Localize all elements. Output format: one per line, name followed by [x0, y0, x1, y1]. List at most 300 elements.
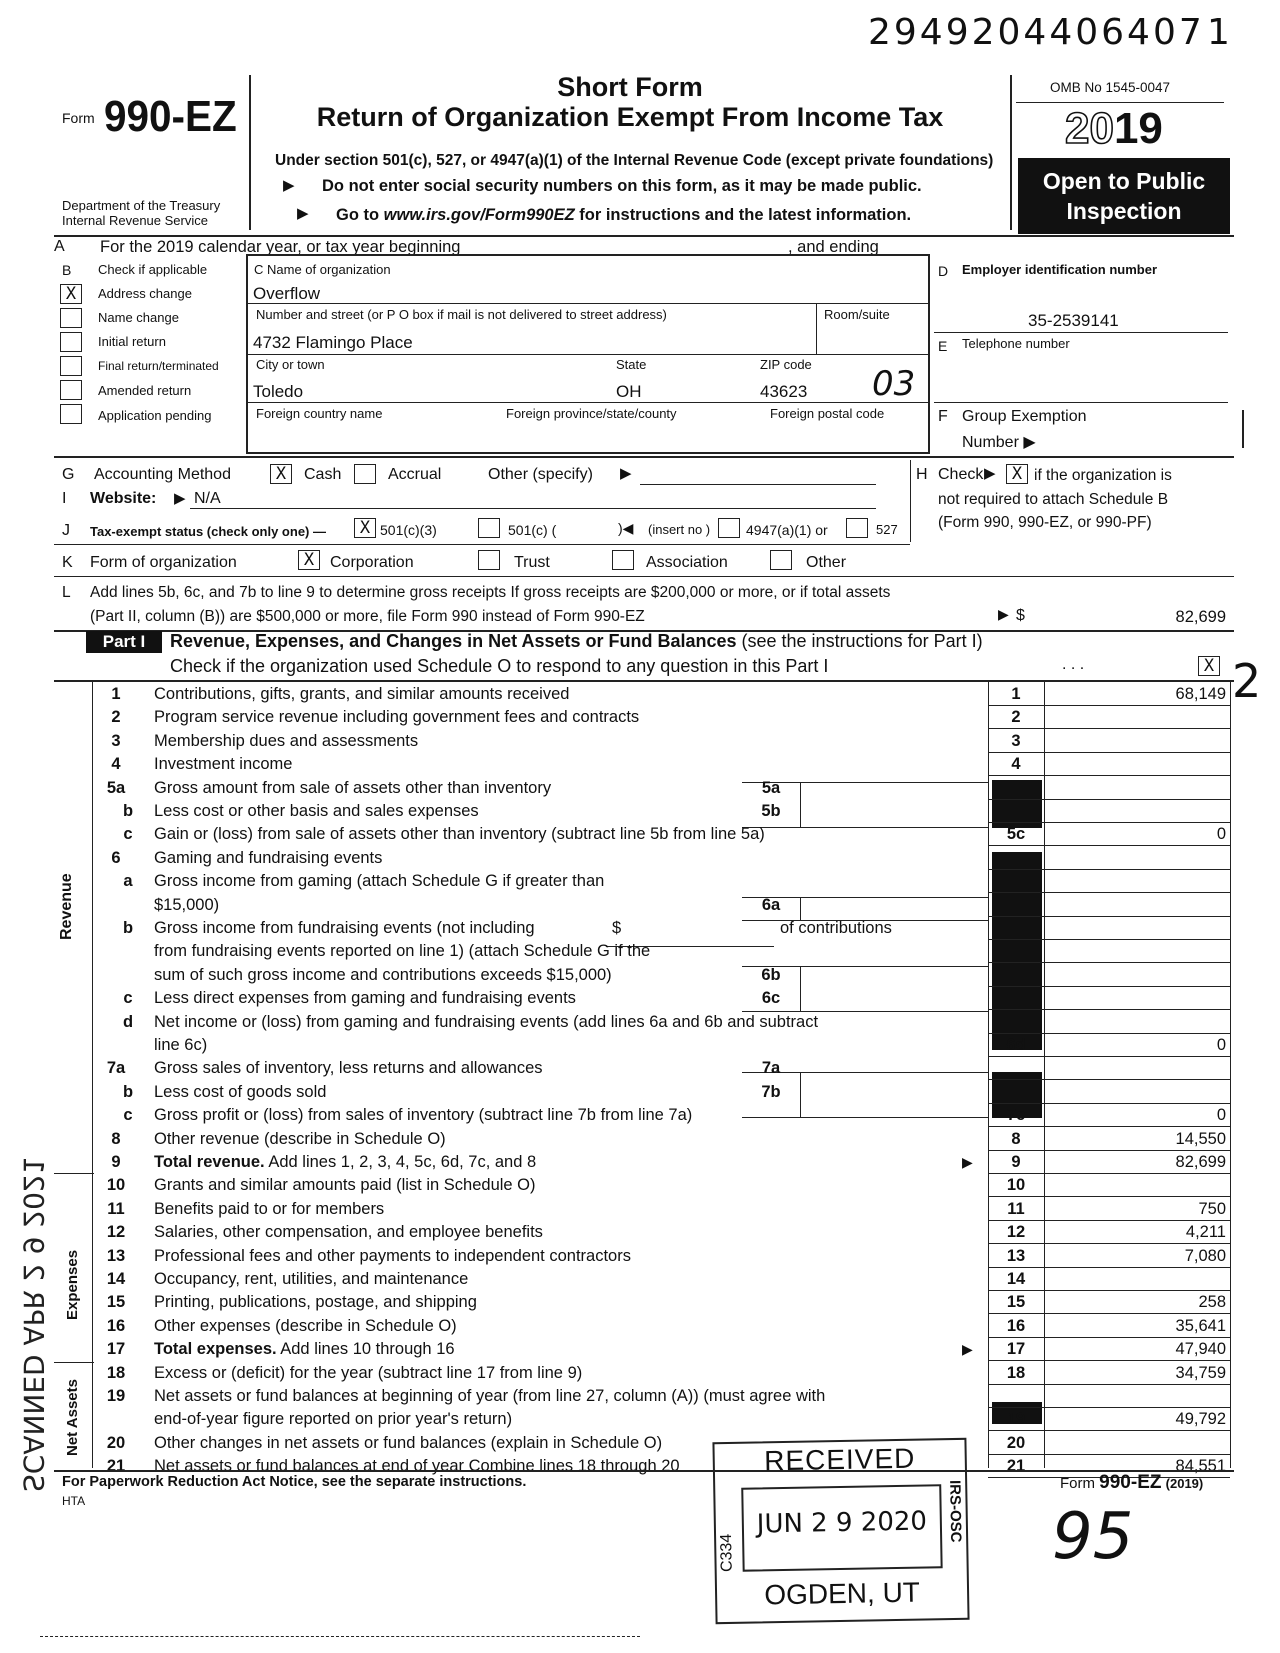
line-amount: 47,940: [1175, 1340, 1226, 1359]
side-revenue: Revenue: [58, 873, 75, 940]
website-label: Website:: [90, 490, 157, 507]
line-description: [154, 987, 576, 1010]
other-org-label: Other: [806, 554, 847, 571]
section-h-label: H: [916, 466, 928, 483]
line-row: [0, 800, 1240, 823]
line-description: [154, 1104, 692, 1127]
group-number: Number ▶: [962, 434, 1036, 451]
line-row: [0, 753, 1240, 776]
line-description-text: Salaries, other compensation, and employee benefits: [154, 1223, 543, 1242]
check-if-applicable: Check if applicable: [98, 262, 208, 277]
line-number: 6: [111, 848, 121, 867]
line-row: [0, 847, 1240, 870]
dln-suffix: 1: [1207, 12, 1230, 53]
line-row: [0, 1408, 1240, 1431]
schedule-o-check-text: Check if the organization used Schedule O to respond to any question in this Part I: [170, 656, 829, 676]
section-g-label: G: [62, 466, 75, 483]
subline-number: 6c: [761, 989, 781, 1008]
amended-return-checkbox[interactable]: [60, 380, 82, 400]
line-description: [154, 777, 551, 800]
line-description-text: Other expenses (describe in Schedule O): [154, 1316, 457, 1335]
address-change-label: Address change: [98, 286, 192, 301]
line-description: [154, 940, 650, 963]
line-number: 4: [111, 755, 121, 774]
group-exemption-label: Group Exemption: [962, 408, 1087, 425]
line-description-bold: Total revenue.: [154, 1153, 265, 1171]
line-number: 9: [111, 1153, 121, 1171]
cash-checkbox[interactable]: X: [270, 464, 292, 484]
line-amount: 0: [1216, 1036, 1226, 1054]
irs-link[interactable]: www.irs.gov/Form990EZ: [383, 206, 575, 224]
section-b-label: B: [62, 262, 72, 278]
foreign-postal-label: Foreign postal code: [770, 406, 885, 421]
tax-year-ending: , and ending: [788, 238, 879, 256]
tax-year: [1065, 104, 1163, 154]
line-box-number: 21: [1006, 1457, 1026, 1476]
other-org-checkbox[interactable]: [770, 550, 792, 570]
dept-irs: Internal Revenue Service: [62, 213, 208, 228]
dept-treasury: Department of the Treasury: [62, 198, 221, 213]
line-amount: 84,551: [1175, 1457, 1226, 1476]
line-description-text: Net income or (loss) from gaming and fundraising events (add lines 6a and 6b and subtract: [154, 1012, 819, 1031]
line-description-bold: Total expenses.: [154, 1340, 277, 1359]
line-number: 1: [111, 685, 121, 703]
form-of-org-label: Form of organization: [90, 554, 237, 571]
line-box-number: 5c: [1006, 825, 1026, 844]
line-sub-letter: b: [122, 919, 134, 937]
line-sub-letter: b: [122, 802, 134, 820]
line-description-text: Gross income from fundraising events (not including: [154, 919, 535, 937]
line-description-text: Gross amount from sale of assets other than inventory: [154, 778, 552, 797]
accrual-label: Accrual: [388, 466, 442, 483]
line-description-text: Investment income: [154, 755, 293, 774]
final-return-checkbox[interactable]: [60, 356, 82, 376]
line-description: [154, 1221, 543, 1244]
scanned-stamp: SCANNED APR 2 9 2021: [17, 1156, 50, 1492]
line-row: [0, 1338, 1240, 1361]
check-label: Check: [938, 466, 984, 483]
line-amount: 0: [1216, 825, 1226, 844]
line-description-text: sum of such gross income and contributions exceeds $15,000): [154, 965, 612, 984]
part-i-tag: Part I: [86, 631, 162, 653]
line-box-number: 11: [1007, 1199, 1025, 1218]
handwritten-03: 03: [872, 364, 916, 404]
application-pending-checkbox[interactable]: [60, 404, 82, 424]
received-date: JUN 2 9 2020: [756, 1506, 928, 1540]
4947-label: 4947(a)(1) or: [746, 522, 828, 538]
line-number: 21: [106, 1457, 126, 1476]
subline-number: 6a: [761, 895, 781, 914]
subline-number: 7a: [761, 1059, 781, 1078]
stamp-right-code: IRS-OSC: [946, 1479, 965, 1543]
line-description: [154, 870, 604, 893]
l-text-1: Add lines 5b, 6c, and 7b to line 9 to determine gross receipts If gross receipts are $200,000 or more, or if total assets: [90, 584, 891, 601]
line-amount: 0: [1216, 1106, 1226, 1125]
line-description: [154, 1268, 468, 1291]
arrow-icon: ▶: [1018, 434, 1036, 451]
527-label: 527: [876, 522, 898, 537]
zip-code: 43623: [760, 382, 808, 401]
subline-number: 7b: [761, 1082, 781, 1101]
leader-dots: . . .: [1062, 656, 1085, 673]
line-description-text: Gain or (loss) from sale of assets other than inventory (subtract line 5b from line 5a): [154, 825, 765, 844]
stamp-left-code: C334: [718, 1533, 736, 1573]
document-locator-number: [868, 12, 1205, 53]
line-description: [154, 730, 418, 753]
hta-label: HTA: [62, 1494, 86, 1508]
arrow-icon: ▶: [174, 490, 186, 507]
line-box-number: 10: [1006, 1176, 1026, 1195]
line-sub-letter: c: [123, 1106, 133, 1125]
line-description: [154, 1362, 582, 1385]
open-to-public: Open to Public: [1042, 168, 1206, 194]
side-net-assets: Net Assets: [64, 1379, 81, 1456]
line-sub-letter: b: [122, 1082, 134, 1101]
tax-year-beginning: For the 2019 calendar year, or tax year beginning: [100, 238, 461, 256]
line-description: [154, 800, 479, 823]
line-description-text: $15,000): [154, 895, 220, 914]
dln-main: 294920440640: [868, 12, 1179, 53]
section-e-label: E: [938, 338, 948, 354]
corporation-checkbox[interactable]: X: [298, 550, 320, 570]
line-description: [154, 1408, 512, 1431]
line-description-text: Benefits paid to or for members: [154, 1199, 385, 1218]
line-box-number: 16: [1006, 1316, 1026, 1335]
line-number: 15: [106, 1293, 126, 1312]
line-box-number: 18: [1006, 1363, 1026, 1382]
line-row: [0, 1011, 1240, 1034]
arrow-icon: ▶: [962, 1341, 973, 1358]
line-number: 10: [106, 1176, 126, 1195]
form-title: Return of Organization Exempt From Income Tax: [316, 102, 944, 132]
line-description-text: line 6c): [154, 1036, 208, 1054]
ein-value: 35-2539141: [1028, 311, 1119, 330]
line-description: [154, 1081, 326, 1104]
section-f-label: F: [938, 408, 948, 425]
line-box-number: 3: [1011, 731, 1021, 750]
corporation-label: Corporation: [330, 554, 414, 571]
line-amount: 258: [1198, 1293, 1226, 1312]
line-row: [0, 894, 1240, 917]
arrow-icon: ▶: [998, 606, 1009, 622]
line-description: [154, 917, 535, 940]
l-text-2: (Part II, column (B)) are $500,000 or more, file Form 990 instead of Form 990-EZ: [90, 608, 645, 625]
line-description: [154, 683, 569, 706]
received-stamp: [712, 1438, 969, 1624]
omb-number: OMB No 1545-0047: [1050, 80, 1171, 95]
handwritten-2: 2: [1232, 654, 1262, 708]
line-number: 20: [106, 1433, 126, 1452]
line-description: [154, 1057, 543, 1080]
line-description: [154, 706, 639, 729]
association-label: Association: [646, 554, 728, 571]
handwritten-95: 95: [1052, 1500, 1134, 1574]
arrow-icon: ▶: [962, 1154, 973, 1170]
line-sub-letter: c: [123, 989, 133, 1008]
zip-label: ZIP code: [760, 357, 812, 372]
h-text-3: (Form 990, 990-EZ, or 990-PF): [938, 514, 1152, 531]
line-description: [154, 1385, 825, 1408]
line-box-number: 15: [1006, 1293, 1026, 1312]
line-row: [0, 706, 1240, 729]
line-row: [0, 1104, 1240, 1127]
line-number: 7a: [106, 1059, 126, 1078]
foreign-country-label: Foreign country name: [256, 406, 383, 421]
gross-receipts-amount: 82,699: [1175, 608, 1226, 626]
527-checkbox[interactable]: [846, 518, 868, 538]
line-description-text: Less cost or other basis and sales expenses: [154, 802, 479, 820]
other-method-label: Other (specify): [488, 466, 593, 483]
org-name: Overflow: [253, 284, 321, 303]
line-row: [0, 683, 1240, 706]
line-row: [0, 987, 1240, 1010]
line-number: 8: [111, 1129, 121, 1148]
line-row: [0, 1221, 1240, 1244]
telephone-label: Telephone number: [962, 336, 1070, 351]
line-box-number: 7c: [1006, 1106, 1026, 1125]
h-text-1: if the organization is: [1034, 467, 1172, 484]
line-number: 12: [106, 1223, 126, 1242]
received-title: RECEIVED: [763, 1442, 916, 1477]
form-number: 990-EZ: [104, 92, 237, 141]
501c3-checkbox[interactable]: X: [354, 518, 376, 538]
line-number: 14: [106, 1270, 126, 1288]
application-pending-label: Application pending: [98, 408, 212, 423]
line-description: [154, 1245, 631, 1268]
line-description-text: Membership dues and assessments: [154, 731, 419, 750]
line-amount: 14,550: [1175, 1129, 1226, 1148]
title-short-form: Short Form: [557, 72, 703, 102]
line-row: [0, 777, 1240, 800]
4947-checkbox[interactable]: [718, 518, 740, 538]
line-box-number: 4: [1011, 755, 1021, 774]
cash-label: Cash: [304, 466, 342, 483]
line-description-text: Less direct expenses from gaming and fundraising events: [154, 989, 576, 1008]
line-box-number: 17: [1006, 1340, 1026, 1359]
line-sub-letter: c: [123, 825, 133, 844]
line-number: 13: [106, 1246, 126, 1265]
amended-return-label: Amended return: [98, 383, 192, 398]
line-description-text: Excess or (deficit) for the year (subtract line 17 from line 9): [154, 1363, 583, 1382]
address-change-checkbox[interactable]: X: [60, 284, 82, 304]
line-row: [0, 1057, 1240, 1080]
h-text-2: not required to attach Schedule B: [938, 491, 1169, 508]
line-number: 5a: [106, 778, 126, 797]
insert-arrow-icon: )◀: [618, 520, 634, 536]
line-description: [154, 823, 765, 846]
line-row: [0, 1151, 1240, 1174]
line-row: [0, 1291, 1240, 1314]
l-dollar: $: [1016, 607, 1025, 624]
line-description-text: Gaming and fundraising events: [154, 848, 383, 867]
line-description: [154, 894, 219, 917]
line-description-text: Grants and similar amounts paid (list in Schedule O): [154, 1176, 536, 1195]
state: OH: [616, 382, 642, 401]
paperwork-notice: For Paperwork Reduction Act Notice, see the separate instructions.: [62, 1474, 527, 1490]
name-change-checkbox[interactable]: [60, 308, 82, 328]
line-description: [154, 1315, 457, 1338]
line-box-number: 2: [1011, 708, 1021, 727]
line-row: [0, 917, 1240, 940]
accounting-method-label: Accounting Method: [94, 466, 231, 483]
name-change-label: Name change: [98, 310, 179, 325]
dln-digit-7: 7: [1178, 12, 1205, 53]
line-description: [154, 1034, 207, 1057]
line-description-text: Net assets or fund balances at beginning of year (from line 27, column (A)) (must agree with: [154, 1387, 826, 1405]
form-label: Form: [62, 110, 95, 126]
line-amount: 49,792: [1175, 1410, 1226, 1429]
subline-number: 5a: [761, 778, 781, 797]
line-box-number: 19: [1006, 1410, 1026, 1429]
initial-return-label: Initial return: [98, 334, 166, 349]
website-value: N/A: [194, 490, 221, 507]
line-description: [154, 1432, 662, 1455]
line-description: [154, 1011, 818, 1034]
line-description-text: end-of-year figure reported on prior year's return): [154, 1410, 513, 1429]
line-description-text: from fundraising events reported on line 1) (attach Schedule G if the: [154, 942, 651, 961]
stamp-city: OGDEN, UT: [764, 1576, 921, 1611]
fundraising-dollar: $: [612, 919, 622, 937]
of-contributions-label: of contributions: [780, 919, 892, 937]
street-address: 4732 Flamingo Place: [253, 333, 413, 352]
ein-label: Employer identification number: [962, 262, 1158, 277]
line-description-text: Other changes in net assets or fund balances (explain in Schedule O): [154, 1433, 663, 1452]
line-row: [0, 1198, 1240, 1221]
arrow-icon: ▶: [620, 465, 632, 482]
section-k-label: K: [62, 554, 73, 571]
line-row: [0, 1268, 1240, 1291]
line-description-text: Net assets or fund balances at end of year Combine lines 18 through 20: [154, 1457, 680, 1476]
line-row: [0, 1034, 1240, 1057]
line-row: [0, 1385, 1240, 1408]
ssn-notice: Do not enter social security numbers on this form, as it may be made public.: [322, 177, 922, 195]
street-label: Number and street (or P O box if mail is not delivered to street address): [256, 307, 667, 322]
line-row: [0, 730, 1240, 753]
line-description-text: Gross income from gaming (attach Schedule G if greater than: [154, 872, 605, 891]
year-suffix: 19: [1113, 104, 1163, 153]
501c-label: 501(c) (: [508, 522, 557, 538]
line-row: [0, 1315, 1240, 1338]
line-amount: 68,149: [1175, 685, 1226, 703]
line-number: 19: [106, 1387, 126, 1405]
line-amount: 4,211: [1185, 1223, 1226, 1242]
line-sub-letter: a: [123, 872, 133, 891]
line-box-number: 13: [1006, 1246, 1026, 1265]
line-description-text: Add lines 10 through 16: [276, 1340, 455, 1359]
line-description: [154, 1151, 536, 1174]
line-row: [0, 1362, 1240, 1385]
line-row: [0, 823, 1240, 846]
line-row: [0, 1174, 1240, 1197]
line-description-text: Gross sales of inventory, less returns and allowances: [154, 1059, 543, 1078]
org-name-label: C Name of organization: [254, 262, 391, 277]
accrual-checkbox[interactable]: [354, 464, 376, 484]
line-box-number: 14: [1006, 1270, 1026, 1288]
line-amount: 82,699: [1175, 1153, 1226, 1171]
city-label: City or town: [256, 357, 325, 372]
line-description-text: Add lines 1, 2, 3, 4, 5c, 6d, 7c, and 8: [264, 1153, 537, 1171]
line-description-text: Program service revenue including government fees and contracts: [154, 708, 640, 727]
year-prefix: 20: [1065, 104, 1114, 153]
footer-form: Form 990-EZ (2019): [1060, 1472, 1204, 1493]
line-amount: 34,759: [1175, 1363, 1226, 1382]
line-amount: 35,641: [1175, 1316, 1226, 1335]
line-description: [154, 1174, 536, 1197]
line-row: [0, 940, 1240, 963]
line-row: [0, 1432, 1240, 1455]
line-row: [0, 964, 1240, 987]
line-number: 16: [106, 1316, 126, 1335]
side-expenses: Expenses: [64, 1249, 81, 1320]
line-description: [154, 964, 612, 987]
room-suite-label: Room/suite: [824, 307, 890, 322]
insert-no-label: (insert no ): [648, 522, 711, 537]
section-a-label: A: [54, 238, 65, 255]
tax-exempt-label: Tax-exempt status (check only one) —: [90, 524, 326, 539]
line-box-number: 20: [1006, 1433, 1026, 1452]
line-number: 18: [106, 1363, 126, 1382]
arrow-icon: ▶: [297, 205, 309, 222]
state-label: State: [616, 357, 647, 372]
line-description: [154, 1291, 477, 1314]
line-sub-letter: d: [122, 1012, 134, 1031]
line-description-text: Contributions, gifts, grants, and similar amounts received: [154, 685, 570, 703]
trust-checkbox[interactable]: [478, 550, 500, 570]
arrow-icon: ▶: [283, 177, 295, 194]
city: Toledo: [253, 382, 304, 401]
inspection: Inspection: [1066, 198, 1182, 224]
form-subtitle: Under section 501(c), 527, or 4947(a)(1) of the Internal Revenue Code (except private foundations): [275, 152, 994, 169]
line-box-number: 6d: [1006, 1036, 1026, 1054]
line-number: 11: [107, 1199, 125, 1218]
line-box-number: 1: [1011, 685, 1021, 703]
schedule-o-checkbox[interactable]: X: [1198, 656, 1220, 676]
line-description-text: Professional fees and other payments to independent contractors: [154, 1246, 631, 1265]
line-amount: 7,080: [1184, 1246, 1226, 1265]
instructions-notice: Go to www.irs.gov/Form990EZ for instructions and the latest information.: [336, 206, 912, 224]
line-row: [0, 1245, 1240, 1268]
line-number: 3: [111, 731, 121, 750]
line-box-number: 8: [1011, 1129, 1021, 1148]
foreign-province-label: Foreign province/state/county: [506, 406, 677, 421]
section-i-label: I: [62, 490, 67, 507]
501c-checkbox[interactable]: [478, 518, 500, 538]
association-checkbox[interactable]: [612, 550, 634, 570]
schedule-b-checkbox[interactable]: X: [1006, 464, 1028, 484]
line-description-text: Gross profit or (loss) from sales of inventory (subtract line 7b from line 7a): [154, 1106, 693, 1125]
section-d-label: D: [938, 263, 949, 279]
subline-number: 6b: [761, 965, 781, 984]
line-row: [0, 870, 1240, 893]
line-description-text: Less cost of goods sold: [154, 1082, 327, 1101]
line-description-text: Printing, publications, postage, and shipping: [154, 1293, 477, 1312]
line-box-number: 9: [1011, 1153, 1021, 1171]
line-description: [154, 1128, 446, 1151]
arrow-icon: ▶: [984, 465, 996, 482]
section-j-label: J: [62, 522, 70, 539]
line-row: [0, 1128, 1240, 1151]
line-number: 17: [106, 1340, 126, 1359]
501c3-label: 501(c)(3): [380, 522, 437, 538]
line-row: [0, 1081, 1240, 1104]
line-box-number: 12: [1006, 1223, 1026, 1242]
line-description: [154, 1198, 384, 1221]
trust-label: Trust: [514, 554, 550, 571]
line-description: [154, 753, 292, 776]
initial-return-checkbox[interactable]: [60, 332, 82, 352]
section-l-label: L: [62, 584, 71, 601]
part-i-title: Revenue, Expenses, and Changes in Net Assets or Fund Balances (see the instructions for Part I): [170, 631, 983, 651]
